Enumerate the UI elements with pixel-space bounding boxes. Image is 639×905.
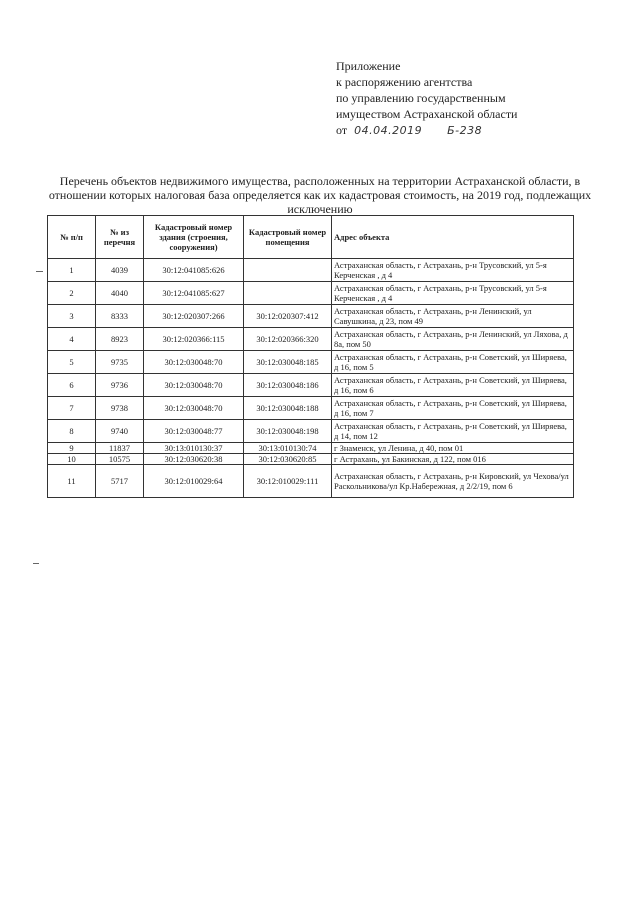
cell-num: 10: [48, 454, 96, 465]
table-row: [48, 397, 574, 420]
cell-room-cad: [244, 282, 332, 305]
cell-building-cad: 30:13:010130:37: [144, 443, 244, 454]
table-row: [48, 420, 574, 443]
cell-list-num: 9740: [96, 420, 144, 443]
table-row: [48, 328, 574, 351]
cell-building-cad: 30:12:030620:38: [144, 454, 244, 465]
cell-room-cad: 30:12:010029:111: [244, 465, 332, 498]
cell-list-num: 4040: [96, 282, 144, 305]
cell-building-cad: 30:12:030048:77: [144, 420, 244, 443]
cell-num: 3: [48, 305, 96, 328]
cell-building-cad: 30:12:020307:266: [144, 305, 244, 328]
cell-room-cad: 30:12:030048:185: [244, 351, 332, 374]
col-header-list-num: № из перечня: [96, 216, 144, 259]
appendix-line-4: имуществом Астраханской области: [336, 107, 518, 121]
cell-address: Астраханская область, г Астрахань, р-н Советский, ул Ширяева, д 14, пом 12: [332, 420, 574, 443]
cell-address: Астраханская область, г Астрахань, р-н Кировский, ул Чехова/ул Раскольникова/ул Кр.Набережная, д 2/2/19, пом 6: [332, 465, 574, 498]
date-prefix: от: [336, 123, 348, 137]
handwritten-number: Б-238: [447, 124, 483, 137]
cell-room-cad: 30:12:030620:85: [244, 454, 332, 465]
cell-num: 6: [48, 374, 96, 397]
cell-num: 7: [48, 397, 96, 420]
cell-num: 2: [48, 282, 96, 305]
cell-address: Астраханская область, г Астрахань, р-н Ленинский, ул Ляхова, д 8а, пом 50: [332, 328, 574, 351]
cell-address: Астраханская область, г Астрахань, р-н Ленинский, ул Савушкина, д 23, пом 49: [332, 305, 574, 328]
cell-building-cad: 30:12:030048:70: [144, 397, 244, 420]
table-row: [48, 282, 574, 305]
objects-table: [47, 215, 574, 498]
scan-mark: [36, 271, 43, 272]
col-header-building-cad: Кадастровый номер здания (строения, сооружения): [144, 216, 244, 259]
cell-list-num: 11837: [96, 443, 144, 454]
cell-building-cad: 30:12:030048:70: [144, 351, 244, 374]
cell-room-cad: [244, 259, 332, 282]
table-row: [48, 374, 574, 397]
cell-building-cad: 30:12:010029:64: [144, 465, 244, 498]
cell-room-cad: 30:12:030048:188: [244, 397, 332, 420]
table-row: [48, 443, 574, 454]
handwritten-date: 04.04.2019: [354, 124, 423, 137]
cell-address: г Знаменск, ул Ленина, д 40, пом 01: [332, 443, 574, 454]
cell-building-cad: 30:12:020366:115: [144, 328, 244, 351]
scan-mark: [33, 563, 39, 564]
cell-list-num: 10575: [96, 454, 144, 465]
appendix-date-line: [336, 122, 566, 139]
appendix-line-1: Приложение: [336, 59, 401, 73]
table-row: [48, 465, 574, 498]
cell-address: Астраханская область, г Астрахань, р-н Советский, ул Ширяева, д 16, пом 5: [332, 351, 574, 374]
cell-room-cad: 30:13:010130:74: [244, 443, 332, 454]
cell-address: Астраханская область, г Астрахань, р-н Советский, ул Ширяева, д 16, пом 6: [332, 374, 574, 397]
appendix-header: [336, 58, 566, 139]
cell-num: 1: [48, 259, 96, 282]
table-row: [48, 259, 574, 282]
table-row: [48, 351, 574, 374]
cell-building-cad: 30:12:030048:70: [144, 374, 244, 397]
cell-building-cad: 30:12:041085:626: [144, 259, 244, 282]
cell-address: г Астрахань, ул Бакинская, д 122, пом 016: [332, 454, 574, 465]
appendix-line-2: к распоряжению агентства: [336, 75, 473, 89]
cell-num: 9: [48, 443, 96, 454]
cell-building-cad: 30:12:041085:627: [144, 282, 244, 305]
cell-address: Астраханская область, г Астрахань, р-н Советский, ул Ширяева, д 16, пом 7: [332, 397, 574, 420]
cell-num: 11: [48, 465, 96, 498]
cell-list-num: 9735: [96, 351, 144, 374]
cell-list-num: 9736: [96, 374, 144, 397]
table-row: [48, 454, 574, 465]
cell-num: 8: [48, 420, 96, 443]
cell-list-num: 8923: [96, 328, 144, 351]
cell-room-cad: 30:12:030048:186: [244, 374, 332, 397]
cell-list-num: 5717: [96, 465, 144, 498]
cell-room-cad: 30:12:020307:412: [244, 305, 332, 328]
document-title: Перечень объектов недвижимого имущества, расположенных на территории Астраханской области, в отношении которых налоговая база определяется как их кадастровая стоимость, на 2019 год, подлежащих исключению: [48, 174, 592, 216]
cell-num: 4: [48, 328, 96, 351]
cell-address: Астраханская область, г Астрахань, р-н Трусовский, ул 5-я Керченская , д 4: [332, 259, 574, 282]
table-header-row: [48, 216, 574, 259]
cell-list-num: 8333: [96, 305, 144, 328]
table-row: [48, 305, 574, 328]
cell-list-num: 9738: [96, 397, 144, 420]
col-header-address: Адрес объекта: [332, 216, 574, 259]
cell-room-cad: 30:12:030048:198: [244, 420, 332, 443]
appendix-line-3: по управлению государственным: [336, 91, 506, 105]
cell-num: 5: [48, 351, 96, 374]
cell-address: Астраханская область, г Астрахань, р-н Трусовский, ул 5-я Керченская , д 4: [332, 282, 574, 305]
col-header-room-cad: Кадастровый номер помещения: [244, 216, 332, 259]
col-header-num: № п/п: [48, 216, 96, 259]
cell-list-num: 4039: [96, 259, 144, 282]
cell-room-cad: 30:12:020366:320: [244, 328, 332, 351]
